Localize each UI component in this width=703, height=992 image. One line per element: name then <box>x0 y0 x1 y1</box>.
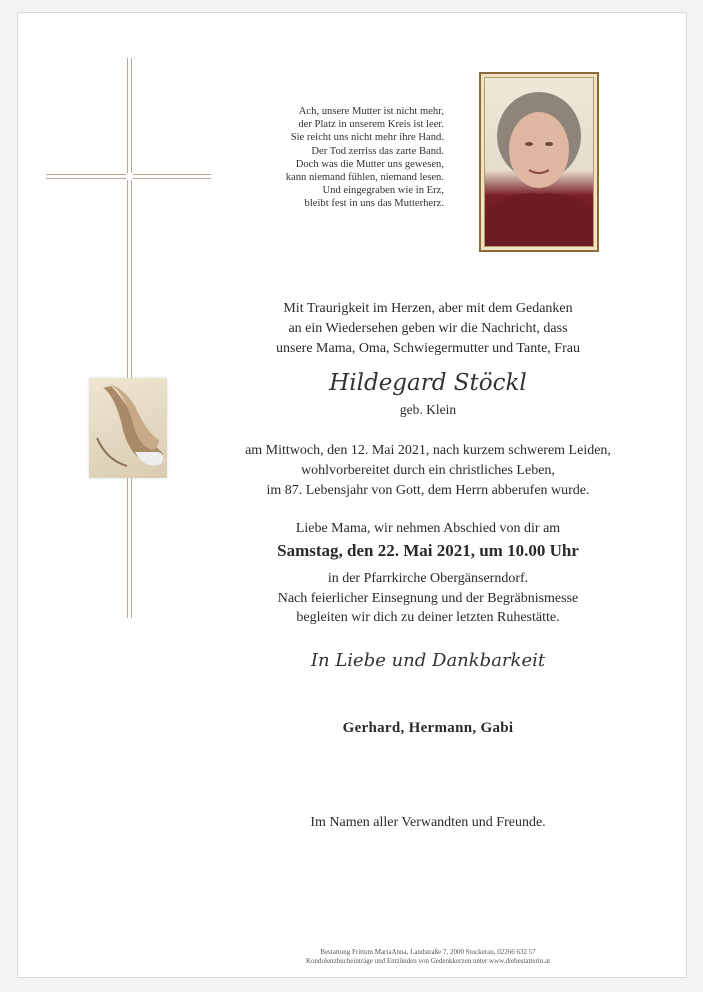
church-line: begleiten wir dich zu deiner letzten Ruhestätte. <box>296 610 560 625</box>
portrait-photo-frame <box>479 72 599 252</box>
poem-line: Ach, unsere Mutter ist nicht mehr, <box>298 106 444 117</box>
funeral-date: Samstag, den 22. Mai 2021, um 10.00 Uhr <box>277 541 579 560</box>
undertaker-footer <box>170 948 686 966</box>
family-names: Gerhard, Hermann, Gabi <box>342 720 514 736</box>
poem-line: bleibt fest in uns das Mutterherz. <box>304 198 444 210</box>
gratitude-line: In Liebe und Dankbarkeit <box>310 650 546 671</box>
death-line: wohlvorbereitet durch ein christliches Leben, <box>301 463 555 478</box>
memorial-poem <box>200 105 444 211</box>
poem-line: Der Tod zerriss das zarte Band. <box>311 145 444 157</box>
intro-line: an ein Wiedersehen geben wir die Nachricht, dass <box>288 321 568 336</box>
praying-hands-image <box>89 378 167 478</box>
footer-line: Bestattung Frittum MariaAnna, Landstraße 7, 2000 Stockerau, 02266 632 57 <box>320 948 536 956</box>
death-line: im 87. Lebensjahr von Gott, dem Herrn abberufen wurde. <box>266 483 590 498</box>
death-line: am Mittwoch, den 12. Mai 2021, nach kurzem schwerem Leiden, <box>245 443 611 458</box>
funeral-location <box>170 569 686 628</box>
person-portrait-icon <box>485 78 594 247</box>
poem-line: der Platz in unserem Kreis ist leer. <box>298 119 444 131</box>
deceased-name: Hildegard Stöckl <box>329 370 527 396</box>
praying-hands-icon <box>89 378 167 478</box>
farewell-text: Liebe Mama, wir nehmen Abschied von dir am <box>295 521 561 536</box>
poem-line: Und eingegraben wie in Erz, <box>322 185 444 197</box>
intro-line: unsere Mama, Oma, Schwiegermutter und Tante, Frau <box>276 341 580 356</box>
church-line: Nach feierlicher Einsegnung und der Begräbnismesse <box>277 590 579 606</box>
death-notice <box>170 441 686 501</box>
portrait-photo <box>484 77 594 247</box>
cross-vertical-bar <box>127 58 132 618</box>
intro-line: Mit Traurigkeit im Herzen, aber mit dem Gedanken <box>283 301 573 316</box>
relatives-line: Im Namen aller Verwandten und Freunde. <box>310 815 546 830</box>
birth-name: geb. Klein <box>399 402 457 417</box>
cross-intersection <box>126 173 133 180</box>
poem-line: kann niemand fühlen, niemand lesen. <box>285 172 444 184</box>
footer-line: Kondolenzbucheinträge und Entzünden von Gedenkkerzen unter www.diebestatterin.at <box>305 957 551 965</box>
poem-line: Sie reicht uns nicht mehr ihre Hand. <box>290 132 444 144</box>
poem-line: Doch was die Mutter uns gewesen, <box>295 158 444 170</box>
announcement-intro <box>170 299 686 359</box>
church-line: in der Pfarrkirche Obergänserndorf. <box>327 571 529 586</box>
